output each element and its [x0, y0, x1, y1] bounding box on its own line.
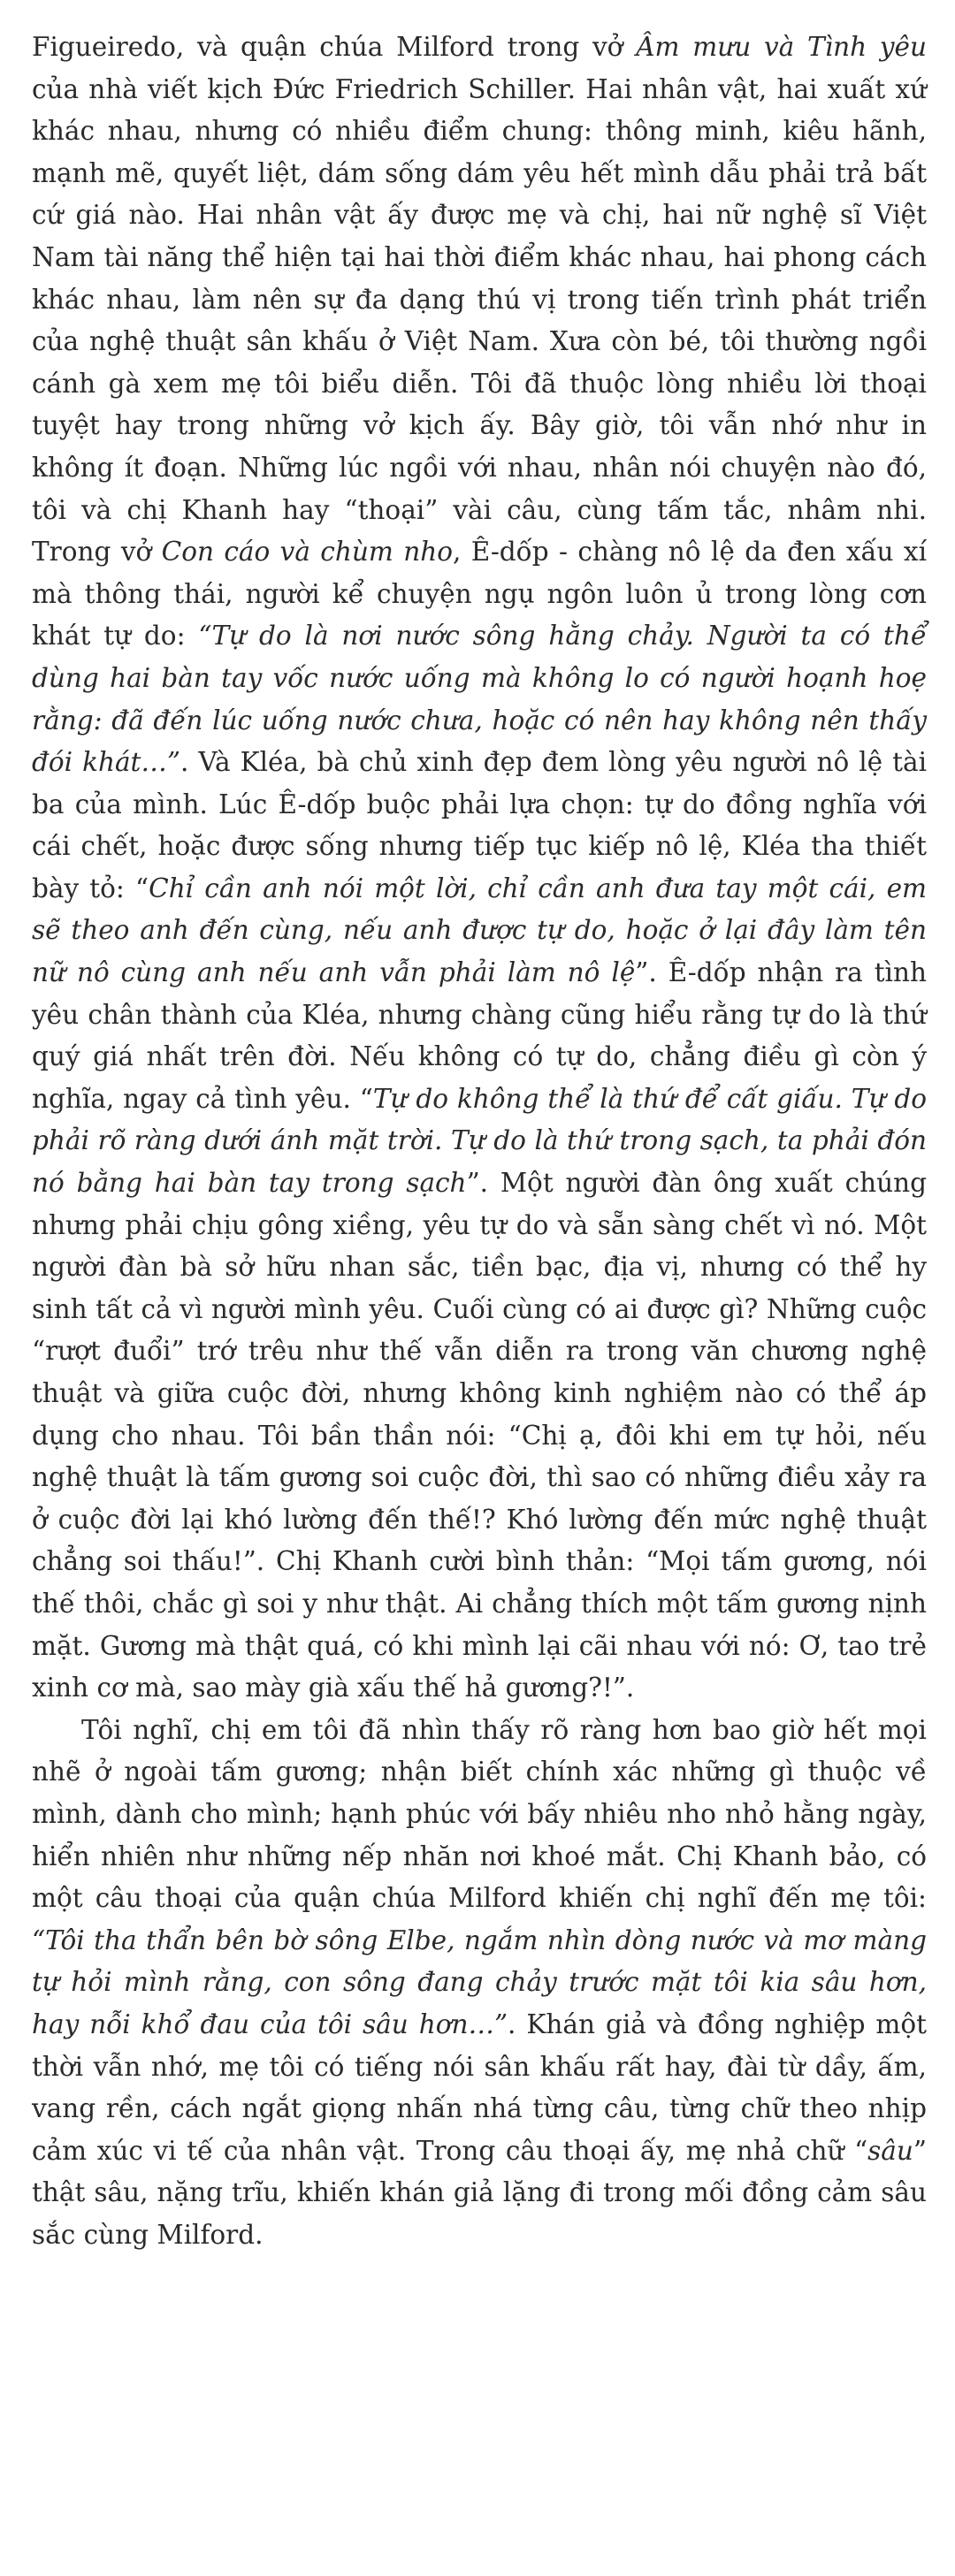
- article-body: [32, 27, 927, 2256]
- text-run: ” thật sâu, nặng trĩu, khiến khán giả lặng đi trong mối đồng cảm sâu sắc cùng Milford.: [32, 2135, 927, 2250]
- text-run: ”. Ê-dốp nhận ra tình yêu chân thành của Kléa, nhưng chàng cũng hiểu rằng tự do là thứ quý giá nhất trên đời. Nếu không có tự do, chẳng điều gì còn ý nghĩa, ngay cả tình yêu. “: [32, 957, 927, 1114]
- emphasis: sâu: [867, 2135, 913, 2166]
- paragraph: [32, 27, 927, 1710]
- play-title: Âm mưu và Tình yêu: [636, 32, 928, 62]
- text-run: Figueiredo, và quận chúa Milford trong vở: [32, 32, 637, 62]
- text-run: Tôi nghĩ, chị em tôi đã nhìn thấy rõ ràng hơn bao giờ hết mọi nhẽ ở ngoài tấm gương; nhận biết chính xác những gì thuộc về mình, dành cho mình; hạnh phúc với bấy nhiêu nho nhỏ hằng ngày, hiển nhiên như những nếp nhăn nơi khoé mắt. Chị Khanh bảo, có một câu thoại của quận chúa Milford khiến chị nghĩ đến mẹ tôi:: [32, 1714, 927, 1914]
- text-run: ”. Một người đàn ông xuất chúng nhưng phải chịu gông xiềng, yêu tự do và sẵn sàng chết vì nó. Một người đàn bà sở hữu nhan sắc, tiền bạc, địa vị, nhưng có thể hy sinh tất cả vì người mình yêu. Cuối cùng có ai được gì? Những cuộc “rượt đuổi” trớ trêu như thế vẫn diễn ra trong văn chương nghệ thuật và giữa cuộc đời, nhưng không kinh nghiệm nào có thể áp dụng cho nhau. Tôi bần thần nói: “Chị ạ, đôi khi em tự hỏi, nếu nghệ thuật là tấm gương soi cuộc đời, thì sao có những điều xảy ra ở cuộc đời lại khó lường đến thế!? Khó lường đến mức nghệ thuật chẳng soi thấu!”. Chị Khanh cười bình thản: “Mọi tấm gương, nói thế thôi, chắc gì soi y như thật. Ai chẳng thích một tấm gương nịnh mặt. Gương mà thật quá, có khi mình lại cãi nhau với nó: Ơ, tao trẻ xinh cơ mà, sao mày già xấu thế hả gương?!”.: [32, 1168, 927, 1703]
- quote: Chỉ cần anh nói một lời, chỉ cần anh đưa tay một cái, em sẽ theo anh đến cùng, nếu anh được tự do, hoặc ở lại đây làm tên nữ nô cùng anh nếu anh vẫn phải làm nô lệ: [32, 873, 928, 988]
- quote: Tự do không thể là thứ để cất giấu. Tự do phải rõ ràng dưới ánh mặt trời. Tự do là thứ trong sạch, ta phải đón nó bằng hai bàn tay trong sạch: [32, 1083, 927, 1199]
- text-run: . Khán giả và đồng nghiệp một thời vẫn nhớ, mẹ tôi có tiếng nói sân khấu rất hay, đài từ dầy, ấm, vang rền, cách ngắt giọng nhấn nhá từng câu, từng chữ theo nhịp cảm xúc vi tế của nhân vật. Trong câu thoại ấy, mẹ nhả chữ “: [32, 2008, 927, 2166]
- paragraph: [32, 1710, 927, 2257]
- play-title: Con cáo và chùm nho: [161, 537, 453, 568]
- quote: “Tự do là nơi nước sông hằng chảy. Người ta có thể dùng hai bàn tay vốc nước uống mà không lo có người hoạnh hoẹ rằng: đã đến lúc uống nước chưa, hoặc có nên hay không nên thấy đói khát…”: [32, 621, 928, 778]
- text-run: của nhà viết kịch Đức Friedrich Schiller. Hai nhân vật, hai xuất xứ khác nhau, nhưng có nhiều điểm chung: thông minh, kiêu hãnh, mạnh mẽ, quyết liệt, dám sống dám yêu hết mình dẫu phải trả bất cứ giá nào. Hai nhân vật ấy được mẹ và chị, hai nữ nghệ sĩ Việt Nam tài năng thể hiện tại hai thời điểm khác nhau, hai phong cách khác nhau, làm nên sự đa dạng thú vị trong tiến trình phát triển của nghệ thuật sân khấu ở Việt Nam. Xưa còn bé, tôi thường ngồi cánh gà xem mẹ tôi biểu diễn. Tôi đã thuộc lòng nhiều lời thoại tuyệt hay trong những vở kịch ấy. Bây giờ, tôi vẫn nhớ như in không ít đoạn. Những lúc ngồi với nhau, nhân nói chuyện nào đó, tôi và chị Khanh hay “thoại” vài câu, cùng tấm tắc, nhâm nhi. Trong vở: [32, 73, 927, 568]
- text-run: , Ê-dốp - chàng nô lệ da đen xấu xí mà thông thái, người kể chuyện ngụ ngôn luôn ủ trong lòng cơn khát tự do:: [32, 537, 928, 652]
- quote: “Tôi tha thẩn bên bờ sông Elbe, ngắm nhìn dòng nước và mơ màng tự hỏi mình rằng, con sông đang chảy trước mặt tôi kia sâu hơn, hay nỗi khổ đau của tôi sâu hơn…”: [32, 1924, 927, 2039]
- text-run: . Và Kléa, bà chủ xinh đẹp đem lòng yêu người nô lệ tài ba của mình. Lúc Ê-dốp buộc phải lựa chọn: tự do đồng nghĩa với cái chết, hoặc được sống nhưng tiếp tục kiếp nô lệ, Kléa tha thiết bày tỏ: “: [32, 747, 927, 903]
